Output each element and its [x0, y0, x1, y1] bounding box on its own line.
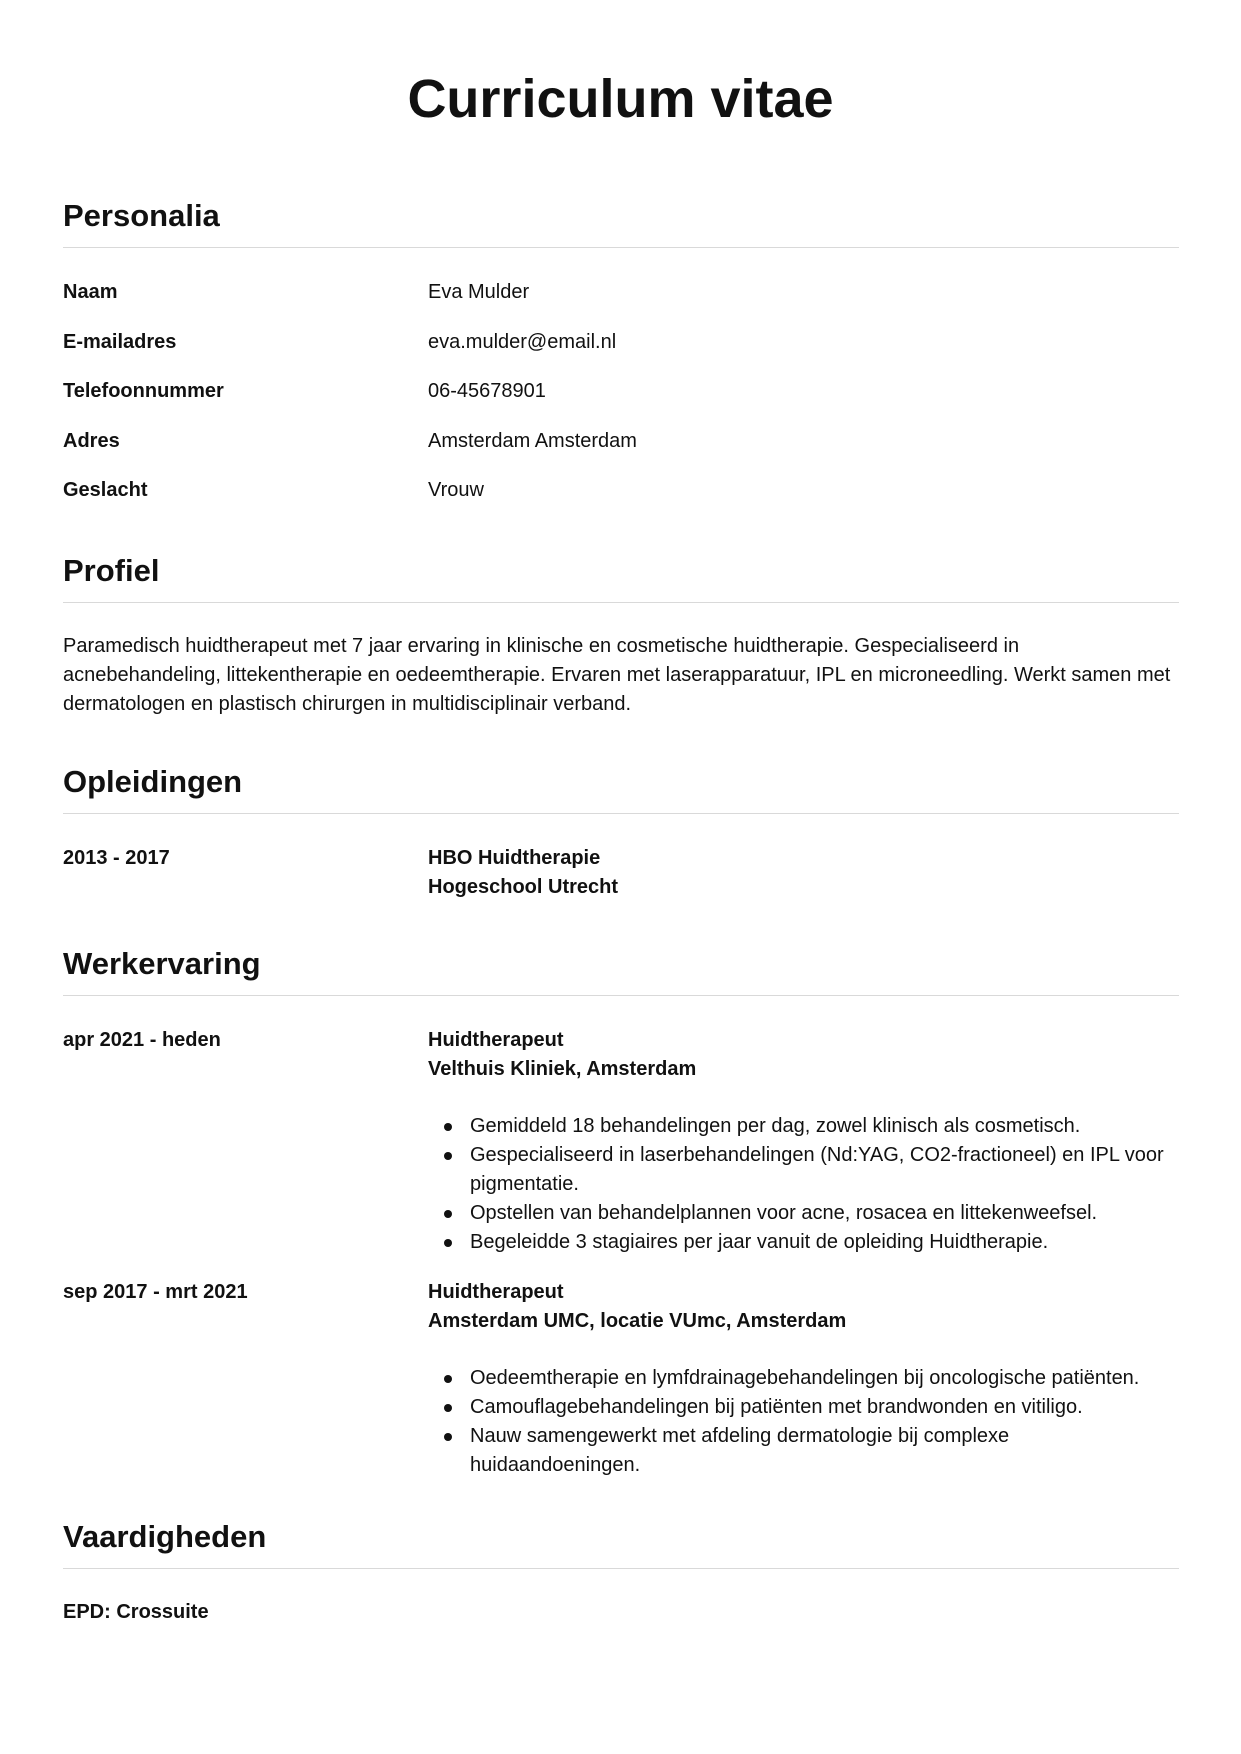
education-institution: Hogeschool Utrecht	[428, 876, 619, 898]
field-label: Geslacht	[63, 479, 148, 501]
personalia-table	[63, 248, 1179, 527]
field-label: Telefoonnummer	[63, 380, 224, 402]
work-period: sep 2017 - mrt 2021	[63, 1281, 248, 1303]
section-heading-werkervaring: Werkervaring	[63, 944, 1179, 996]
work-bullet-list	[428, 1364, 1179, 1480]
field-value: Eva Mulder	[428, 281, 530, 303]
work-bullet-list	[428, 1112, 1179, 1257]
profiel-section	[63, 551, 1179, 719]
section-heading-personalia: Personalia	[63, 196, 1179, 248]
education-details	[428, 844, 1179, 902]
work-employer: Amsterdam UMC, locatie VUmc, Amsterdam	[428, 1310, 847, 1332]
profile-summary: Paramedisch huidtherapeut met 7 jaar ervaring in klinische en cosmetische huidtherapie. Gespecialiseerd in acnebehandeling, littekentherapie en oedeemtherapie. Ervaren met laserapparatuur, IPL en microneedling. Werkt samen met dermatologen en plastisch chirurgen in multidisciplinair verband.	[63, 635, 1171, 715]
document-title: Curriculum vitae	[407, 69, 834, 129]
list-item: Camouflagebehandelingen bij patiënten met brandwonden en vitiligo.	[470, 1393, 1179, 1422]
work-details	[428, 1278, 1179, 1480]
work-employer: Velthuis Kliniek, Amsterdam	[428, 1058, 697, 1080]
field-value: Vrouw	[428, 479, 484, 501]
field-label: E-mailadres	[63, 330, 177, 353]
personalia-row-phone	[63, 378, 1179, 428]
skill-item: EPD: Crossuite	[63, 1601, 209, 1623]
work-title: Huidtherapeut	[428, 1029, 564, 1051]
personalia-row-address	[63, 428, 1179, 478]
list-item: Gemiddeld 18 behandelingen per dag, zowel klinisch als cosmetisch.	[470, 1112, 1179, 1141]
opleidingen-section	[63, 762, 1179, 902]
education-title: HBO Huidtherapie	[428, 847, 601, 869]
list-item: Nauw samengewerkt met afdeling dermatologie bij complexe huidaandoeningen.	[470, 1422, 1179, 1480]
personalia-row-email	[63, 329, 1179, 379]
vaardigheden-section	[63, 1517, 1179, 1627]
section-heading-vaardigheden: Vaardigheden	[63, 1517, 1179, 1569]
section-heading-profiel: Profiel	[63, 551, 1179, 603]
field-value: eva.mulder@email.nl	[428, 330, 617, 353]
personalia-row-name	[63, 279, 1179, 329]
personalia-row-gender	[63, 477, 1179, 527]
werkervaring-section	[63, 944, 1179, 1480]
list-item: Begeleidde 3 stagiaires per jaar vanuit de opleiding Huidtherapie.	[470, 1228, 1179, 1257]
field-value: 06-45678901	[428, 380, 546, 402]
education-entry	[63, 814, 1179, 902]
field-label: Adres	[63, 429, 120, 452]
work-entry	[63, 996, 1179, 1257]
personalia-section	[63, 196, 1179, 527]
work-title: Huidtherapeut	[428, 1281, 564, 1303]
field-label: Naam	[63, 281, 118, 303]
list-item: Gespecialiseerd in laserbehandelingen (Nd:YAG, CO2-fractioneel) en IPL voor pigmentatie.	[470, 1141, 1179, 1199]
education-period: 2013 - 2017	[63, 847, 170, 869]
work-details	[428, 1026, 1179, 1257]
section-heading-opleidingen: Opleidingen	[63, 762, 1179, 814]
field-value: Amsterdam Amsterdam	[428, 429, 637, 452]
list-item: Oedeemtherapie en lymfdrainagebehandelingen bij oncologische patiënten.	[470, 1364, 1179, 1393]
work-entry	[63, 1257, 1179, 1480]
work-period: apr 2021 - heden	[63, 1029, 221, 1051]
list-item: Opstellen van behandelplannen voor acne, rosacea en littekenweefsel.	[470, 1199, 1179, 1228]
